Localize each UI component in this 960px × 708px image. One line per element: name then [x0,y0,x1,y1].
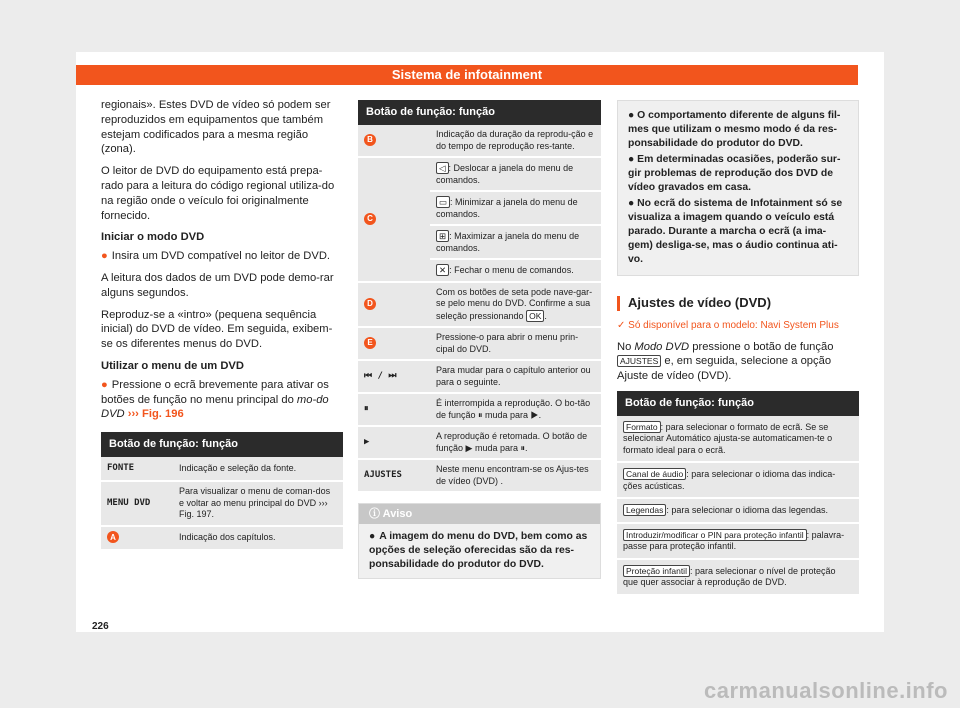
info-item [628,109,848,151]
paragraph: A leitura dos dados de um DVD pode demo-rar alguns segundos. [101,271,334,299]
paragraph: Reproduz-se a «intro» (pequena sequência inicial) do DVD de vídeo. Em seguida, exibem-se os diferentes menus do DVD. [101,308,333,351]
sub-row [430,226,601,260]
table-row [101,457,343,481]
table-row [358,327,601,360]
info-text: No ecrã do sistema de Infotainment só se visualiza a imagem quando o veículo está parado. Durante a marcha o ecrã (a ima-gem) desliga-se, mas o áudio continua ati-vo. [628,198,843,265]
info-text: O comportamento diferente de alguns fil-mes que utilizam o mesmo modo é da res-ponsabilidade do produtor do DVD. [628,110,841,149]
function-key: FONTE [101,457,173,481]
heading: Iniciar o modo DVD [101,231,205,244]
table-row [358,459,601,492]
function-desc: : palavra-passe para proteção infantil. [623,529,845,552]
table-row [358,426,601,459]
bullet-icon: ● [101,250,108,263]
function-desc: Para visualizar o menu de coman-dos e voltar ao menu principal do DVD ››› Fig. 197. [173,481,343,526]
paragraph: O leitor de DVD do equipamento está prepa-rado para a leitura do código regional utiliza-do na região onde o veículo foi originalmente fornecido. [101,165,335,222]
function-desc: : Minimizar a janela do menu de comandos. [436,197,578,219]
move-icon: ◁ [436,162,449,174]
info-box [617,100,859,276]
table-row [358,393,601,426]
page-number: 226 [92,621,109,632]
function-key-cell [358,282,430,328]
table-row [617,416,859,463]
page-header-banner [76,65,858,85]
info-item [628,197,848,267]
table-row [617,462,859,498]
function-table [101,457,343,551]
function-desc: : Maximizar a janela do menu de comandos. [436,231,580,253]
function-desc: Com os botões de seta pode nave-gar-se pelo menu do DVD. Confirme a sua seleção pressionando [436,286,593,321]
function-key-cell [358,125,430,157]
function-desc: : para selecionar o nível de proteção que quer associar à reprodução de DVD. [623,565,836,588]
label-c-icon: C [364,213,376,225]
prev-next-chapter-icon: ⏮ / ⏭ [358,360,430,393]
bullet-item [101,249,343,264]
text: No [617,340,635,353]
table-row [358,282,601,328]
table-row [617,523,859,559]
ajustes-button: AJUSTES [617,355,661,367]
function-desc: Pressione-o para abrir o menu prin-cipal do DVD. [430,327,601,360]
function-desc: Indicação dos capítulos. [173,526,343,550]
sub-row [430,158,601,192]
function-desc: : Fechar o menu de comandos. [449,265,574,275]
function-desc-cell [617,462,859,498]
figure-ref-link[interactable]: ››› Fig. 196 [124,408,184,421]
function-key-cell [101,526,173,550]
function-key: AJUSTES [358,459,430,492]
bullet-icon: ● [628,198,638,209]
function-desc-cell [617,559,859,595]
function-key-cell [358,157,430,282]
note-body [359,524,600,578]
legendas-button: Legendas [623,504,666,516]
function-desc: É interrompida a reprodução. O bo-tão de função ⏸ muda para ▶. [430,393,601,426]
table-row [358,125,601,157]
canal-audio-button: Canal de áudio [623,468,686,480]
function-desc-cell [617,416,859,463]
info-text: Em determinadas ocasiões, poderão sur-gir problemas de reprodução dos DVD de vídeo gravados em casa. [628,154,841,193]
function-table [358,125,601,493]
pin-button: Introduzir/modificar o PIN para proteção infantil [623,529,807,541]
table-header: Botão de função: função [101,432,343,457]
function-desc-cell [617,498,859,523]
function-desc: Neste menu encontram-se os Ajus-tes de vídeo (DVD) . [430,459,601,492]
mode-name: Modo DVD [634,340,690,353]
label-e-icon: E [364,337,376,349]
bullet-item [101,378,343,422]
note-text: A imagem do menu do DVD, bem como as opções de seleção oferecidas são da res-ponsabilidade do produtor do DVD. [369,531,588,570]
note-header [359,504,600,524]
table-row [617,498,859,523]
function-desc: : Deslocar a janela do menu de comandos. [436,163,574,185]
bullet-icon: ● [628,154,638,165]
table-header: Botão de função: função [358,100,601,125]
function-key-cell [358,327,430,360]
column-3 [617,100,859,596]
column-2 [358,100,601,579]
info-item [628,153,848,195]
bullet-text: Insira um DVD compatível no leitor de DVD. [111,250,331,263]
info-icon: ⓘ [369,508,383,520]
close-icon: ✕ [436,264,449,276]
function-desc: Para mudar para o capítulo anterior ou para o seguinte. [430,360,601,393]
bullet-icon: ● [101,378,108,391]
section-title: Ajustes de vídeo (DVD) [617,296,859,311]
table-row [101,481,343,526]
bullet-icon: ● [369,531,376,542]
table-row [358,360,601,393]
function-table [617,416,859,596]
table-header: Botão de função: função [617,391,859,416]
function-desc: Indicação e seleção da fonte. [173,457,343,481]
bullet-icon: ● [628,110,638,121]
bullet-text: Pressione o ecrã brevemente para ativar os botões de função no menu principal do [101,378,329,406]
label-a-icon: A [107,531,119,543]
availability-note [617,319,859,334]
function-desc-cell: Com os botões de seta pode nave-gar-se pelo menu do DVD. Confirme a sua seleção pressionando OK . [430,282,601,328]
play-icon: ▶ [358,426,430,459]
paragraph: regionais». Estes DVD de vídeo só podem ser reproduzidos em equipamentos que também estejam codificados para a mesma região (zona). [101,99,331,156]
table-row [101,526,343,550]
sub-row [430,260,601,281]
protecao-infantil-button: Proteção infantil [623,565,690,577]
paragraph [617,340,859,384]
watermark: carmanualsonline.info [704,678,948,703]
function-desc: Indicação da duração da reprodu-ção e do tempo de reprodução res-tante. [430,125,601,157]
sub-row [430,192,601,226]
function-desc: : para selecionar o idioma das indica-ções acústicas. [623,469,836,491]
ok-button: OK [526,310,544,322]
function-desc: : para selecionar o formato de ecrã. Se se selecionar Automático ajusta-se automaticamen-te o formato ideal para o ecrã. [623,421,833,455]
page-header-title: Sistema de infotainment [391,67,543,82]
label-b-icon: B [364,134,376,146]
function-desc-cell [617,523,859,559]
text: e, em seguida, selecione a opção Ajuste de vídeo (DVD). [617,355,832,383]
text: pressione o botão de função [689,340,834,353]
mode-name: mo-do DVD [101,393,329,421]
function-key: MENU DVD [101,481,173,526]
label-d-icon: D [364,298,376,310]
check-icon: ✓ [617,319,629,331]
table-row [358,157,601,282]
note-title: Aviso [382,508,413,520]
maximize-icon: ⊞ [436,230,449,242]
pause-icon: ⏸ [358,393,430,426]
function-desc: : para selecionar o idioma das legendas. [666,505,828,516]
heading: Utilizar o menu de um DVD [101,359,244,372]
note-box [358,503,601,579]
minimize-icon: ▭ [436,196,450,208]
function-desc-group [430,157,601,282]
table-row [617,559,859,595]
column-1 [101,98,343,551]
availability-text: Só disponível para o modelo: Navi System Plus [628,319,839,331]
formato-button: Formato [623,421,661,433]
function-desc: A reprodução é retomada. O botão de função ▶ muda para ⏸. [430,426,601,459]
